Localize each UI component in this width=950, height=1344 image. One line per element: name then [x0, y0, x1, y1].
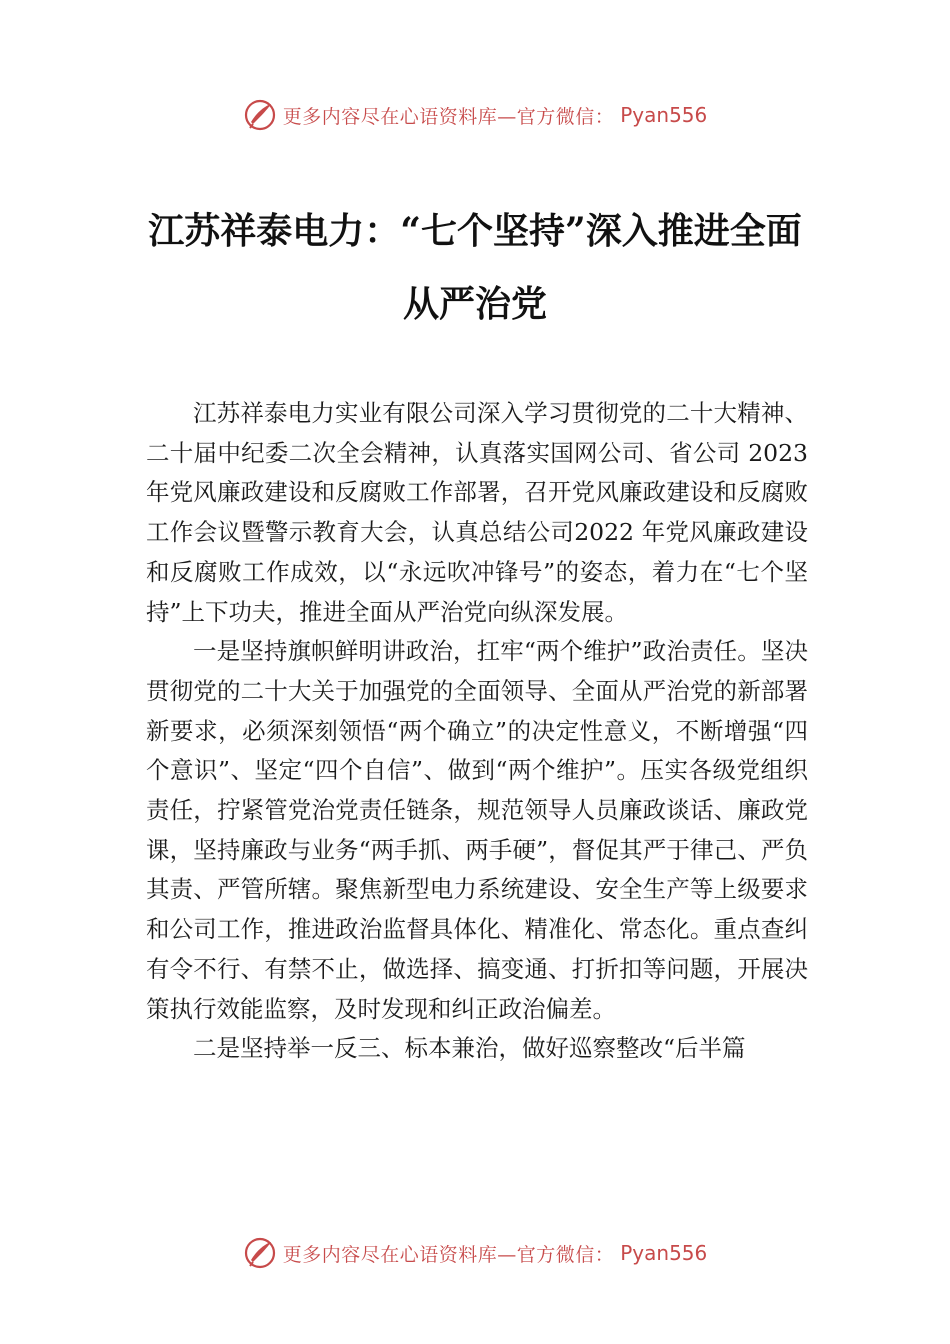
document-title-line1: 江苏祥泰电力：“七个坚持”深入推进全面 — [148, 210, 802, 252]
paragraph-point-one: 一是坚持旗帜鲜明讲政治，扛牢“两个维护”政治责任。坚决贯彻党的二十大关于加强党的全面领导、全面从严治党的新部署新要求，必须深刻领悟“两个确立”的决定性意义，不断增强“四个意识”、坚定“四个自信”、做到“两个维护”。压实各级党组织责任，拧紧管党治党责任链条，规范领导人员廉政谈话、廉政党课，坚持廉政与业务“两手抓、两手硬”，督促其严于律己、严负其责、严管所辖。聚焦新型电力系统建设、安全生产等上级要求和公司工作，推进政治监督具体化、精准化、常态化。重点查纠有令不行、有禁不止，做选择、搞变通、打折扣等问题，开展决策执行效能监察，及时发现和纠正政治偏差。 — [146, 637, 808, 1023]
paragraph-point-two: 二是坚持举一反三、标本兼治，做好巡察整改“后半篇 — [193, 1034, 746, 1063]
document-body — [146, 394, 808, 1069]
quill-seal-icon — [243, 1236, 277, 1270]
watermark-banner-top — [0, 95, 950, 135]
watermark-banner-bottom — [0, 1233, 950, 1273]
watermark-wechat-id: Pyan556 — [620, 103, 708, 127]
watermark-wechat-id: Pyan556 — [620, 1241, 708, 1265]
watermark-text: 更多内容尽在心语资料库—官方微信： — [282, 105, 615, 128]
document-title-line2: 从严治党 — [402, 283, 547, 325]
paragraph-intro: 江苏祥泰电力实业有限公司深入学习贯彻党的二十大精神、二十届中纪委二次全会精神，认真落实国网公司、省公司 2023 年党风廉政建设和反腐败工作部署，召开党风廉政建设和反腐败工作会议暨警示教育大会，认真总结公司2022 年党风廉政建设和反腐败工作成效，以“永远吹冲锋号”的姿态，着力在“七个坚持”上下功夫，推进全面从严治党向纵深发展。 — [146, 399, 808, 626]
watermark-text: 更多内容尽在心语资料库—官方微信： — [282, 1243, 615, 1266]
quill-seal-icon — [243, 98, 277, 132]
